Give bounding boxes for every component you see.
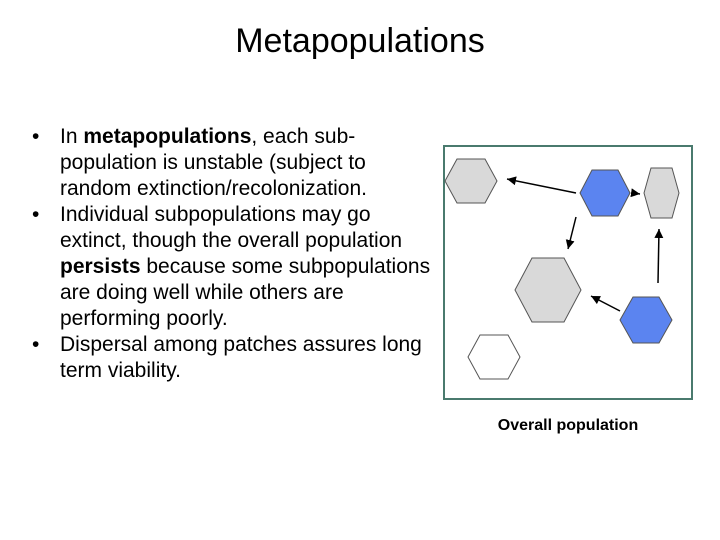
bullet-text: Dispersal among patches assures long term viability.: [60, 333, 422, 382]
bullet-bold-text: persists: [60, 255, 141, 278]
bullet-bold-text: metapopulations: [83, 125, 252, 148]
bullet-text: because some subpopulations are doing well while others are performing poorly.: [60, 255, 431, 330]
dispersal-arrow: [633, 193, 640, 194]
diagram-caption: Overall population: [497, 417, 639, 434]
slide-title: Metapopulations: [235, 22, 485, 60]
gray-patch-top-right: [644, 168, 679, 218]
bullet-item: [32, 124, 432, 202]
bullet-text: , each sub-population is unstable (subject to random extinction/recolonization.: [60, 125, 368, 200]
metapopulation-diagram: [443, 145, 693, 400]
bullet-item: [32, 332, 432, 384]
dispersal-arrow: [658, 229, 659, 283]
bullet-text: Individual subpopulations may go extinct, though the overall population: [60, 203, 403, 252]
bullet-text: In: [60, 125, 84, 148]
bullet-list: [32, 124, 432, 384]
bullet-item: [32, 202, 432, 332]
